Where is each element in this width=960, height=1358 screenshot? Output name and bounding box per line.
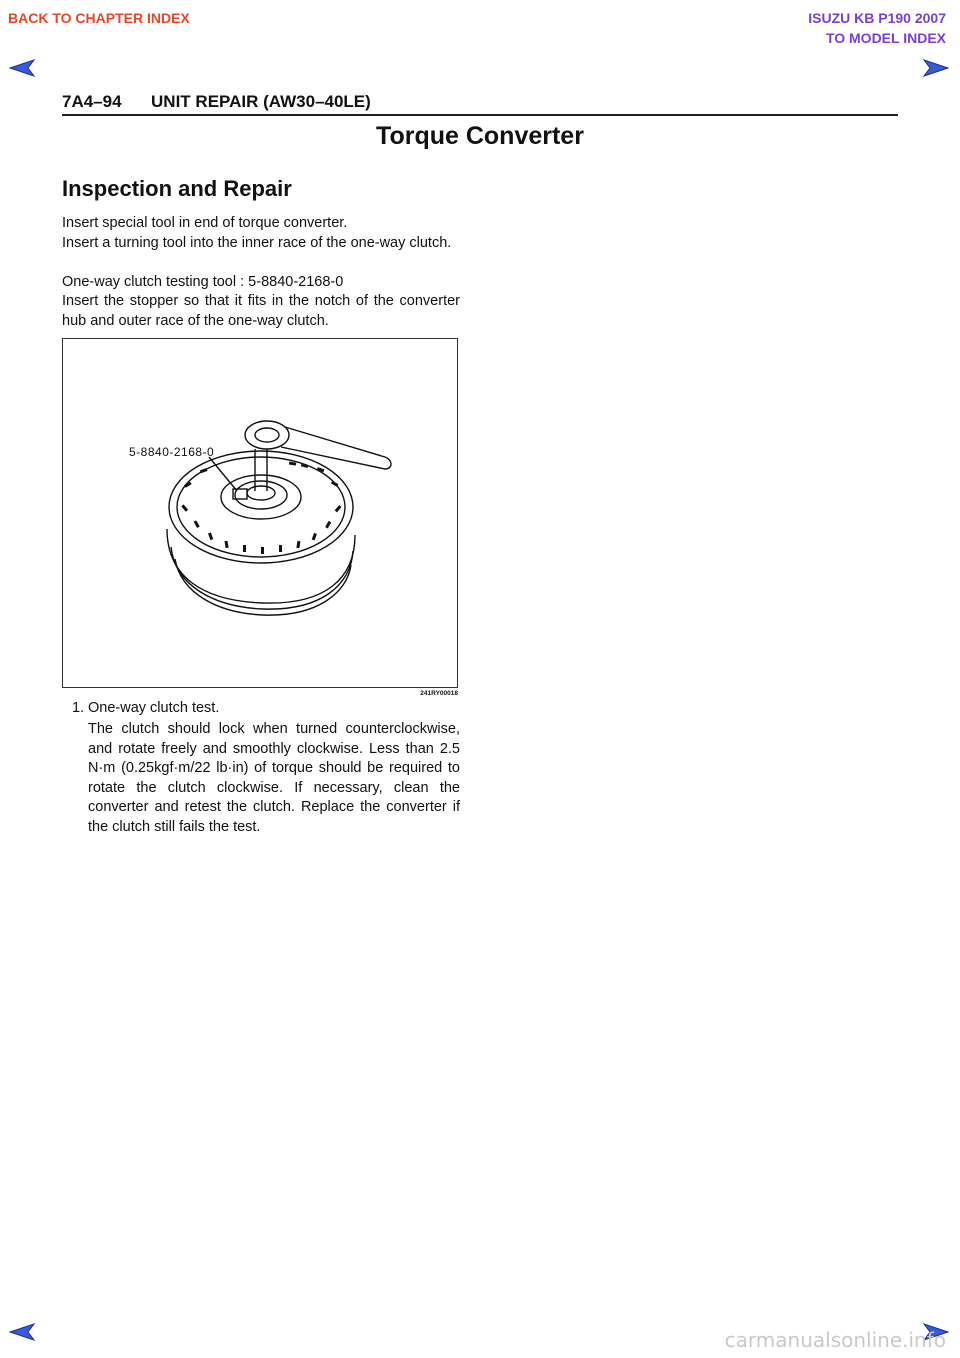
torque-converter-figure bbox=[62, 338, 458, 688]
section-heading: Inspection and Repair bbox=[62, 176, 292, 201]
previous-page-arrow-bottom-icon[interactable] bbox=[8, 1322, 36, 1342]
page-title: Torque Converter bbox=[376, 122, 584, 150]
step-body: The clutch should lock when turned counterclockwise, and rotate freely and smoothly clockwise. Less than 2.5 N·m (0.25kgf·m/22 lb·in) of torque should be required to rotate the clutch clockwise. If necessary, clean the converter and retest the clutch. Replace the converter if the clutch still fails the test. bbox=[88, 721, 460, 835]
tool-callout-label: 5-8840-2168-0 bbox=[129, 445, 215, 459]
page-header bbox=[62, 92, 371, 112]
header-rule bbox=[62, 114, 898, 116]
to-model-index-link[interactable]: TO MODEL INDEX bbox=[825, 30, 946, 46]
step-number: 1. bbox=[72, 700, 85, 716]
torque-converter-illustration bbox=[63, 339, 457, 687]
intro-line-4: Insert the stopper so that it fits in the notch of the converter hub and outer race of the one-way clutch. bbox=[62, 293, 460, 329]
page-number: 7A4–94 bbox=[62, 92, 122, 111]
watermark: carmanualsonline.info bbox=[724, 1328, 946, 1352]
step-title: One-way clutch test. bbox=[88, 700, 220, 716]
model-title-link[interactable]: ISUZU KB P190 2007 bbox=[808, 10, 946, 26]
intro-line-2: Insert a turning tool into the inner race of the one-way clutch. bbox=[62, 235, 452, 251]
intro-line-1: Insert special tool in end of torque converter. bbox=[62, 215, 348, 231]
section-title: UNIT REPAIR (AW30–40LE) bbox=[151, 92, 371, 111]
next-page-arrow-icon[interactable] bbox=[922, 58, 950, 78]
intro-line-3: One-way clutch testing tool : 5-8840-2168-0 bbox=[62, 274, 344, 290]
figure-code: 241RY00018 bbox=[420, 690, 458, 697]
back-to-chapter-index-link[interactable]: BACK TO CHAPTER INDEX bbox=[8, 10, 190, 26]
previous-page-arrow-icon[interactable] bbox=[8, 58, 36, 78]
